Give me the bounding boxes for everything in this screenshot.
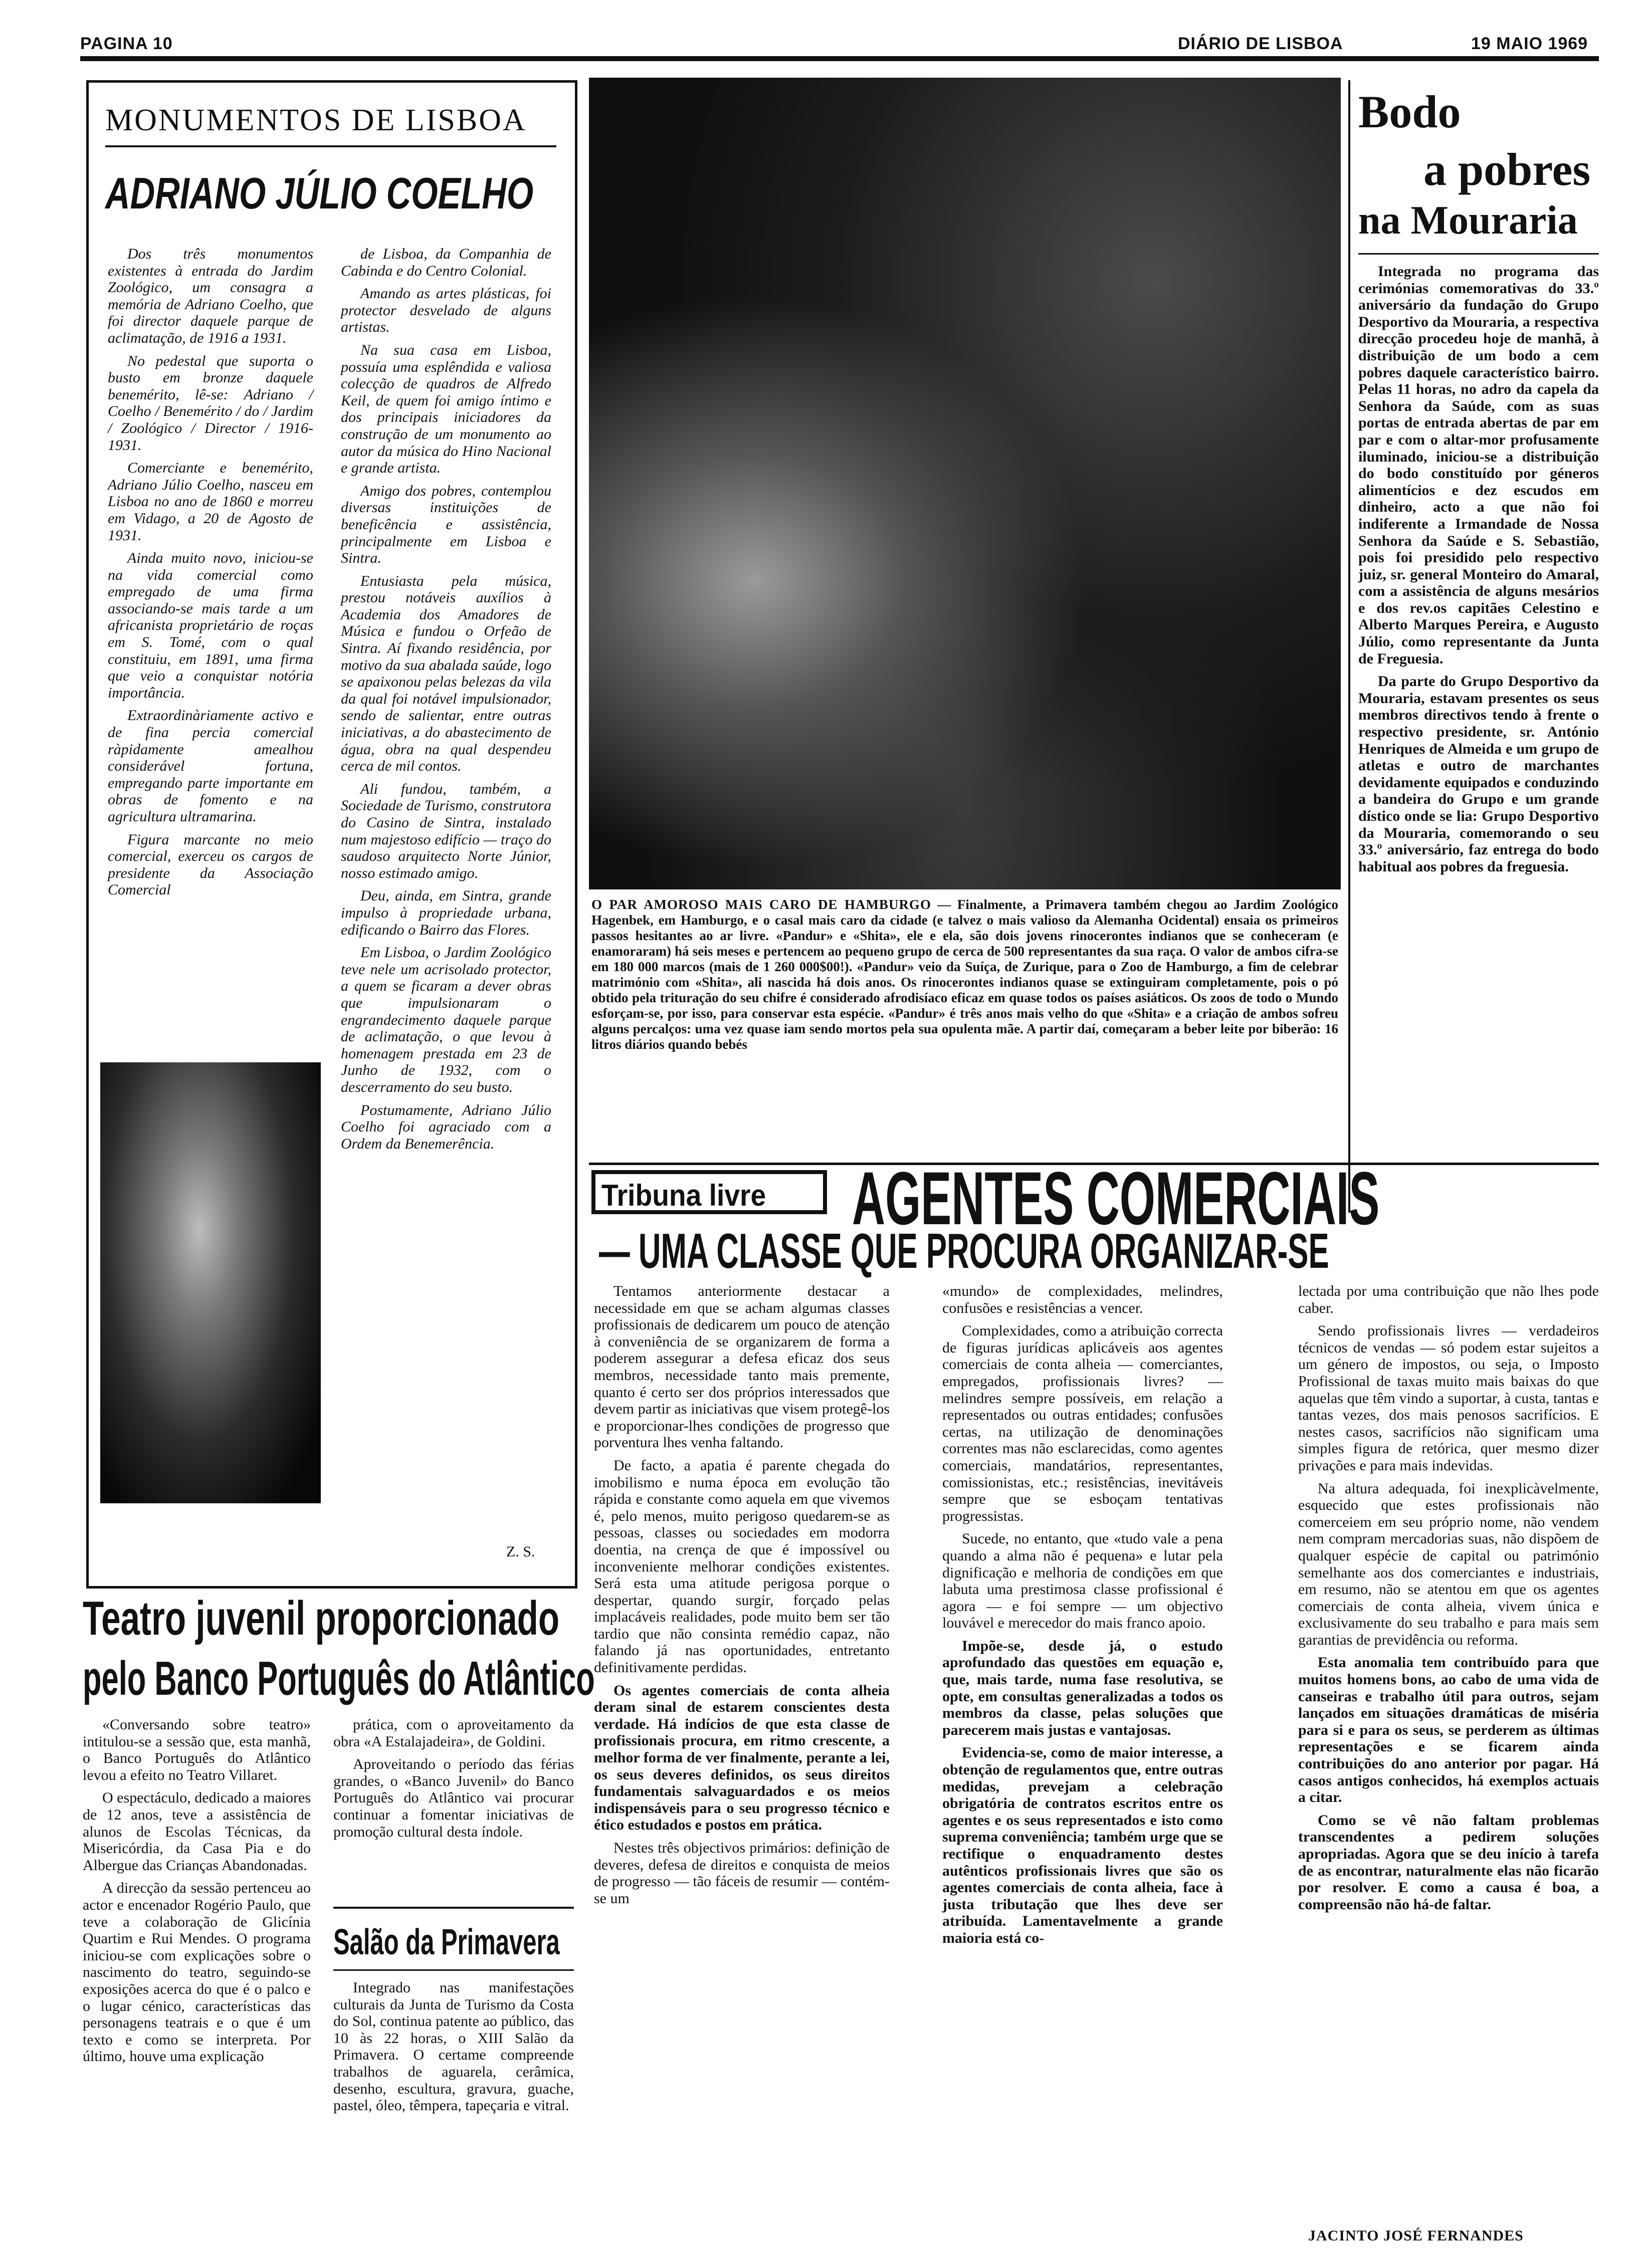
paragraph: Extraordinàriamente activo e de fina percia comercial ràpidamente amealhou considerável fortuna, empregando parte importante em obras de fomento e na agricultura ultramarina. <box>108 707 313 825</box>
paragraph: lectada por uma contribuição que não lhes pode caber. <box>1298 1283 1599 1316</box>
paragraph: Em Lisboa, o Jardim Zoológico teve nele um acrisolado protector, a quem se ficaram a dever obras que impulsionaram o engrandecimento daquele parque de aclimatação, o que levou à homenagem prestada em 23 de Junho de 1932, com o descerramento do seu busto. <box>341 944 551 1095</box>
paragraph: de Lisboa, da Companhia de Cabinda e do Centro Colonial. <box>341 246 551 279</box>
paragraph: «Conversando sobre teatro» intitulou-se a sessão que, esta manhã, o Banco Português do Atlântico levou a efeito no Teatro Villaret. <box>83 1716 311 1783</box>
paragraph: Ali fundou, também, a Sociedade de Turismo, construtora do Casino de Sintra, instalado num majestoso edifício — traço do saudoso arquitecto Norte Júnior, nosso estimado amigo. <box>341 780 551 881</box>
bodo-headline-line-3: na Mouraria <box>1358 198 1578 243</box>
teatro-headline-line-2: pelo Banco Português do Atlântico <box>83 1652 595 1705</box>
page-number: PAGINA 10 <box>80 34 173 53</box>
bodo-headline-line-1: Bodo <box>1358 86 1461 137</box>
paragraph: Na altura adequada, foi inexplicàvelmente, esquecido que estes profissionais não comerceiem em seu próprio nome, não vendem nem compram mercadorias suas, não dispõem de qualquer espécie de capital ou património semelhante aos dos comerciantes e industriais, em resumo, não se atentou em que os agentes comerciais de conta alheia, vivem única e exclusivamente do seu trabalho e para mais sem garantias de previdência ou reforma. <box>1298 1480 1599 1648</box>
agentes-col-1 <box>594 1283 890 1913</box>
paragraph: No pedestal que suporta o busto em bronze daquele benemérito, lê-se: Adriano / Coelho / Benemérito / do / Jardim / Zoológico / Director / 1916-1931. <box>108 352 313 453</box>
bust-photo <box>100 1062 321 1503</box>
paragraph: Figura marcante no meio comercial, exerceu os cargos de presidente da Associação Comercial <box>108 831 313 898</box>
bodo-headline-rule <box>1358 253 1599 255</box>
paragraph: Postumamente, Adriano Júlio Coelho foi agraciado com a Ordem da Benemerência. <box>341 1101 551 1152</box>
caption-lead: O PAR AMOROSO MAIS CARO DE HAMBURGO <box>591 897 931 912</box>
newspaper-name: DIÁRIO DE LISBOA <box>1178 34 1343 53</box>
paragraph: Aproveitando o período das férias grandes, o «Banco Juvenil» do Banco Português do Atlântico vai procurar continuar a fomentar iniciativas de promoção cultural desta índole. <box>333 1756 574 1840</box>
teatro-col-2 <box>333 1716 574 1846</box>
paragraph: Na sua casa em Lisboa, possuía uma esplêndida e valiosa colecção de quadros de Alfredo Keil, de quem foi amigo íntimo e dos principais iniciadores da construção de um monumento ao autor da música do Hino Nacional e grande artista. <box>341 341 551 477</box>
salao-top-rule <box>333 1907 574 1909</box>
rhinoceros-photo-caption <box>591 897 1338 1052</box>
issue-date: 19 MAIO 1969 <box>1471 34 1588 53</box>
paragraph: Integrado nas manifestações culturais da Junta de Turismo da Costa do Sol, continua patente ao público, das 10 às 22 horas, o XIII Salão da Primavera. O certame compreende trabalhos de aguarela, cerâmica, desenho, escultura, gravura, guache, pastel, óleo, têmpera, tapeçaria e vitral. <box>333 1979 574 2114</box>
paragraph: De facto, a apatia é parente chegada do imobilismo e numa época em evolução tão rápida e constante como aquela em que vivemos é, pelo menos, muito perigoso quedarem-se as pessoas, classes ou sociedades em modorra doentia, na crença de que é impossível ou inconveniente melhorar condições existentes. Será esta uma atitude perigosa porque o despertar, quando surgir, forçado pelas implacáveis realidades, pode muito bem ser tão tardio que não consinta remédio capaz, não falando já nas oportunidades, entretanto definitivamente perdidas. <box>594 1457 890 1676</box>
paragraph: Nestes três objectivos primários: definição de deveres, defesa de direitos e conquista de meios de progresso — tão fáceis de resumir — contém-se um <box>594 1840 890 1907</box>
monumentos-signature: Z. S. <box>506 1543 535 1560</box>
paragraph: Complexidades, como a atribuição correcta de figuras jurídicas aplicáveis aos agentes comerciais de conta alheia — comerciantes, empregados, profissionais livres? — melindres sempre possíveis, em relação a representados ou outras entidades; confusões certas, na utilização de denominações correntes mas não esclarecidas, como agentes comerciais, mandatários, representantes, comissionistas, etc.; resistências, inevitáveis sempre que se esboçam tentativas progressistas. <box>942 1322 1223 1524</box>
paragraph: Esta anomalia tem contribuído para que muitos homens bons, ao cabo de uma vida de canseiras e trabalho útil para outros, sejam lançados em situações dramáticas de miséria para si e para os seus, se perderem as últimas representações e se ficarem ainda contribuições do ano anterior por pagar. Há casos antigos conhecidos, há exemplos actuais a citar. <box>1298 1654 1599 1806</box>
monumentos-headline: ADRIANO JÚLIO COELHO <box>105 168 534 218</box>
paragraph: Os agentes comerciais de conta alheia deram sinal de estarem conscientes desta verdade. Há indícios de que esta classe de profissionais procura, em ritmo crescente, a melhor forma de ver finalmente, perante a lei, os seus deveres definidos, os seus direitos fundamentais salvaguardados e os meios indispensáveis para o seu progresso técnico e ético estudados e postos em prática. <box>594 1682 890 1834</box>
paragraph: Evidencia-se, como de maior interesse, a obtenção de regulamentos que, entre outras medidas, prevejam a celebração obrigatória de contratos escritos entre os agentes e os seus representados e isto como suprema conveniência; também urge que se rectifique o enquadramento destes autênticos profissionais livres que são os agentes comerciais de conta alheia, face à justa tributação que lhes deve ser atribuída. Lamentavelmente a grande maioria está co- <box>942 1744 1223 1946</box>
monumentos-col-2 <box>341 246 551 1158</box>
rhinoceros-photo <box>589 78 1341 889</box>
paragraph: Integrada no programa das cerimónias comemorativas do 33.º aniversário da fundação do Grupo Desportivo da Mouraria, a respectiva direcção procedeu hoje de manhã, à distribuição de um bodo a cem pobres daquele característico bairro. Pelas 11 horas, no adro da capela da Senhora da Saúde, com as suas portas de entrada abertas de par em par e com o altar-mor profusamente iluminado, iniciou-se a distribuição do bodo constituído por géneros alimentícios e dez escudos em dinheiro, acto a que não foi indiferente a Irmandade de Nossa Senhora da Saúde e S. Sebastião, pois foi presidido pelo respectivo juiz, sr. general Monteiro do Amaral, com a assistência de alguns mesários e dos rev.os capitães Celestino e Alberto Marques Pereira, e Augusto Júlio, como representante da Junta de Freguesia. <box>1358 263 1599 667</box>
caption-text: — Finalmente, a Primavera também chegou ao Jardim Zoológico Hagenbek, em Hamburgo, e o casal mais caro da cidade (e talvez o mais valioso da Alemanha Ocidental) ensaia os primeiros passos hesitantes ao ar livre. «Pandur» e «Shita», ele e ela, são dois jovens rinocerontes indianos que se conheceram (e enamoraram) há seis meses e pertencem ao pequeno grupo de cerca de 500 representantes da sua raça. O valor de ambos cifra-se em 180 000 marcos (mais de 1 260 000$00!). «Pandur» veio da Suíça, de Zurique, para o Zoo de Hamburgo, a fim de celebrar matrimónio com «Shita», ali nascida há dois anos. Os rinocerontes indianos quase se extinguiram completamente, pois o pó obtido pela trituração do seu chifre é considerado afrodisíaco eficaz em quase todos os países asiáticos. Os zoos de todo o Mundo esforçam-se, por isso, para conservar esta espécie. «Pandur» é três anos mais velho do que «Shita» e a criação de ambos sofreu alguns percalços: uma vez quase iam sendo mortos pela sua opulenta mãe. A partir daí, começaram a beber leite por biberão: 16 litros diários quando bebés <box>591 897 1338 1052</box>
paragraph: Tentamos anteriormente destacar a necessidade em que se acham algumas classes profissionais de dedicarem um pouco de atenção à conveniência de se organizarem de forma a poderem assegurar a defesa eficaz dos seus membros, necessidade tanto mais premente, quanto é certo ser dos próprios interessados que devem partir as iniciativas que visem protegê-los e proporcionar-lhes condições de progresso que porventura lhes venha faltando. <box>594 1283 890 1451</box>
paragraph: prática, com o aproveitamento da obra «A Estalajadeira», de Goldini. <box>333 1716 574 1750</box>
teatro-headline-line-1: Teatro juvenil proporcionado <box>83 1592 560 1645</box>
masthead-rule <box>80 56 1599 61</box>
paragraph: Ainda muito novo, iniciou-se na vida comercial como empregado de uma firma associando-se mais tarde a um africanista proprietário de roças em S. Tomé, com o qual constituiu, em 1891, uma firma que veio a conquistar notória importância. <box>108 550 313 701</box>
salao-body <box>333 1979 574 2120</box>
paragraph: Amigo dos pobres, contemplou diversas instituições de beneficência e assistência, principalmente em Lisboa e Sintra. <box>341 482 551 567</box>
monumentos-section-title: MONUMENTOS DE LISBOA <box>105 103 527 137</box>
monumentos-col-1 <box>108 246 313 904</box>
paragraph: Comerciante e benemérito, Adriano Júlio Coelho, nasceu em Lisboa no ano de 1860 e morreu em Vidago, a 20 de Agosto de 1931. <box>108 460 313 544</box>
paragraph: Da parte do Grupo Desportivo da Mouraria, estavam presentes os seus membros directivos tendo à frente o respectivo presidente, sr. António Henriques de Almeida e um grupo de atletas e outro de marchantes devidamente equipados e conduzindo a bandeira do Grupo e um grande dístico onde se lia: Grupo Desportivo da Mouraria, comemorando o seu 33.º aniversário, faz entrega do bodo habitual aos pobres da freguesia. <box>1358 673 1599 875</box>
paragraph: «mundo» de complexidades, melindres, confusões e resistências a vencer. <box>942 1283 1223 1316</box>
paragraph: Impõe-se, desde já, o estudo aprofundado das questões em equação e, que, mais tarde, numa fase resolutiva, se opte, em consultas generalizadas a todos os membros da classe, pelas soluções que parecerem mais justas e vantajosas. <box>942 1637 1223 1738</box>
paragraph: O espectáculo, dedicado a maiores de 12 anos, teve a assistência de alunos de Escolas Técnicas, da Misericórdia, da Casa Pia e do Albergue das Crianças Abandonadas. <box>83 1789 311 1874</box>
paragraph: A direcção da sessão pertenceu ao actor e encenador Rogério Paulo, que teve a colaboração de Glicínia Quartim e Rui Mendes. O programa iniciou-se com explicações sobre o nascimento do teatro, seguindo-se exposições acerca do que é o palco e o lugar cénico, características das personagens teatrais e o que é um texto e como se interpreta. Por último, houve uma explicação <box>83 1880 311 2065</box>
teatro-col-1 <box>83 1716 311 2071</box>
tribuna-livre-badge <box>591 1170 827 1214</box>
salao-headline: Salão da Primavera <box>333 1922 560 1962</box>
bodo-headline-line-2: a pobres <box>1423 144 1591 195</box>
bodo-body <box>1358 263 1599 881</box>
agentes-headline: AGENTES COMERCIAIS <box>852 1156 1380 1240</box>
agentes-signature: JACINTO JOSÉ FERNANDES <box>1308 2227 1524 2244</box>
paragraph: Entusiasta pela música, prestou notáveis auxílios à Academia dos Amadores de Música e fundou o Orfeão de Sintra. Aí fixando residência, por motivo da sua abalada saúde, logo se apaixonou pelas belezas da vila da qual foi notável impulsionador, sendo de salientar, entre outras iniciativas, a do abastecimento de água, obra na qual despendeu cerca de mil contos. <box>341 572 551 775</box>
bodo-left-rule <box>1348 80 1350 1213</box>
tribuna-livre-label: Tribuna livre <box>601 1179 766 1212</box>
paragraph: Sucede, no entanto, que «tudo vale a pena quando a alma não é pequena» e lutar pela dignificação e melhoria de condições em que labuta uma prestimosa classe profissional é agora — e foi sempre — um objectivo louvável e merecedor do mais franco apoio. <box>942 1530 1223 1632</box>
paragraph: Sendo profissionais livres — verdadeiros técnicos de vendas — só podem estar sujeitos a um género de impostos, ou seja, o Imposto Profissional de taxas muito mais baixas do que aquelas que têm vindo a suportar, à custa, tantas e tantas vezes, dos mais penosos sacrifícios. E nestes casos, sacrifícios não significam uma simples figura de retórica, quer mesmo dizer privações e para mais indevidas. <box>1298 1322 1599 1474</box>
paragraph: Dos três monumentos existentes à entrada do Jardim Zoológico, um consagra a memória de Adriano Coelho, que foi director daquele parque de aclimatação, de 1916 a 1931. <box>108 246 313 346</box>
salao-bottom-rule <box>333 1969 574 1971</box>
agentes-col-2 <box>942 1283 1223 1953</box>
agentes-col-3 <box>1298 1283 1599 1919</box>
paragraph: Amando as artes plásticas, foi protector desvelado de alguns artistas. <box>341 285 551 336</box>
paragraph: Deu, ainda, em Sintra, grande impulso à propriedade urbana, edificando o Bairro das Flores. <box>341 887 551 938</box>
monumentos-title-rule <box>105 145 556 147</box>
paragraph: Como se vê não faltam problemas transcendentes a pedirem soluções apropriadas. Agora que se deu início à tarefa de as encontrar, naturalmente elas não ficarão por resolver. E como a causa é boa, a compreensão não há-de faltar. <box>1298 1811 1599 1913</box>
agentes-subheadline: — UMA CLASSE QUE PROCURA ORGANIZAR-SE <box>599 1223 1329 1278</box>
